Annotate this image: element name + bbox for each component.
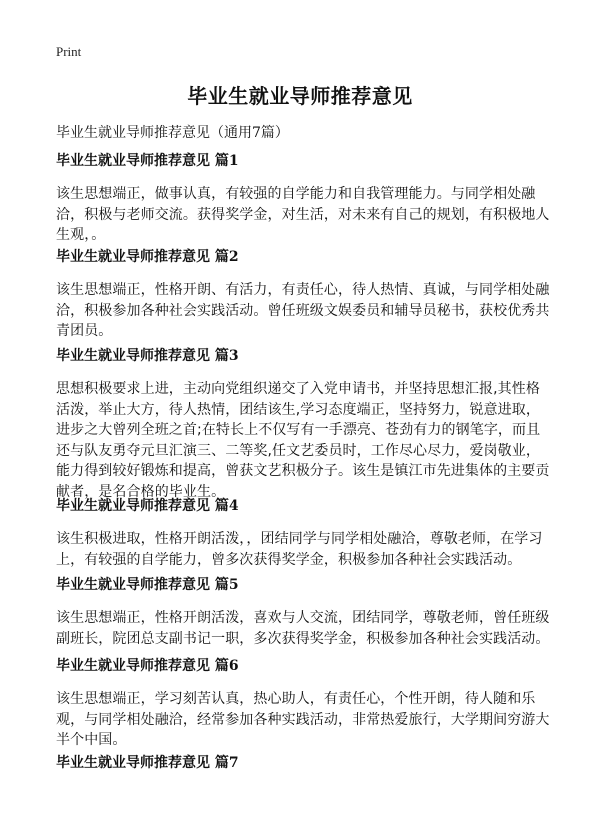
section-body: 该生思想端正，学习刻苦认真，热心助人，有责任心，个性开朗，待人随和乐观，与同学相处融洽，经常参加各种实践活动，非常热爱旅行，大学期间穷游大半个中国。 bbox=[56, 691, 550, 748]
page-title: 毕业生就业导师推荐意见 bbox=[187, 84, 413, 108]
section-6 bbox=[56, 657, 550, 751]
section-3 bbox=[56, 347, 550, 502]
section-5 bbox=[56, 576, 550, 649]
section-2 bbox=[56, 248, 550, 342]
section-heading: 毕业生就业导师推荐意见 篇6 bbox=[56, 658, 239, 674]
section-heading: 毕业生就业导师推荐意见 篇5 bbox=[56, 577, 239, 593]
section-body: 该生积极进取，性格开朗活泼，，团结同学与同学相处融洽，尊敬老师，在学习上，有较强的自学能力，曾多次获得奖学金，积极参加各种社会实践活动。 bbox=[56, 531, 543, 568]
section-body: 该生思想端正，性格开朗、有活力，有责任心，待人热情、真诚，与同学相处融洽，积极参加各种社会实践活动。曾任班级文娱委员和辅导员秘书，获校优秀共青团员。 bbox=[56, 282, 550, 339]
section-heading: 毕业生就业导师推荐意见 篇3 bbox=[56, 348, 239, 364]
section-body: 该生思想端正，性格开朗活泼，喜欢与人交流，团结同学，尊敬老师，曾任班级副班长，院团总支副书记一职，多次获得奖学金，积极参加各种社会实践活动。 bbox=[56, 610, 550, 647]
section-4 bbox=[56, 497, 550, 570]
section-7 bbox=[56, 754, 550, 772]
section-heading: 毕业生就业导师推荐意见 篇1 bbox=[56, 153, 239, 169]
section-body: 思想积极要求上进，主动向党组织递交了入党申请书，并坚持思想汇报,其性格活泼，举止大方，待人热情，团结该生,学习态度端正，坚持努力，锐意进取，进步之大曾列全班之首;在特长上不仅写有一手漂亮、苍劲有力的钢笔字，而且还与队友勇夺元旦汇演三、二等奖,任文艺委员时，工作尽心尽力，爱岗敬业，能力得到较好锻炼和提高，曾获文艺积极分子。该生是镇江市先进集体的主要贡献者，是名合格的毕业生。 bbox=[56, 381, 550, 500]
section-heading: 毕业生就业导师推荐意见 篇2 bbox=[56, 249, 239, 265]
section-body: 该生思想端正，做事认真，有较强的自学能力和自我管理能力。与同学相处融洽，积极与老师交流。获得奖学金，对生活，对未来有自己的规划，有积极地人生观，。 bbox=[56, 186, 550, 243]
page-subtitle: 毕业生就业导师推荐意见（通用7篇） bbox=[56, 125, 289, 141]
section-1 bbox=[56, 152, 550, 246]
print-link[interactable]: Print bbox=[56, 44, 82, 59]
section-heading: 毕业生就业导师推荐意见 篇4 bbox=[56, 498, 239, 514]
section-heading: 毕业生就业导师推荐意见 篇7 bbox=[56, 755, 239, 771]
